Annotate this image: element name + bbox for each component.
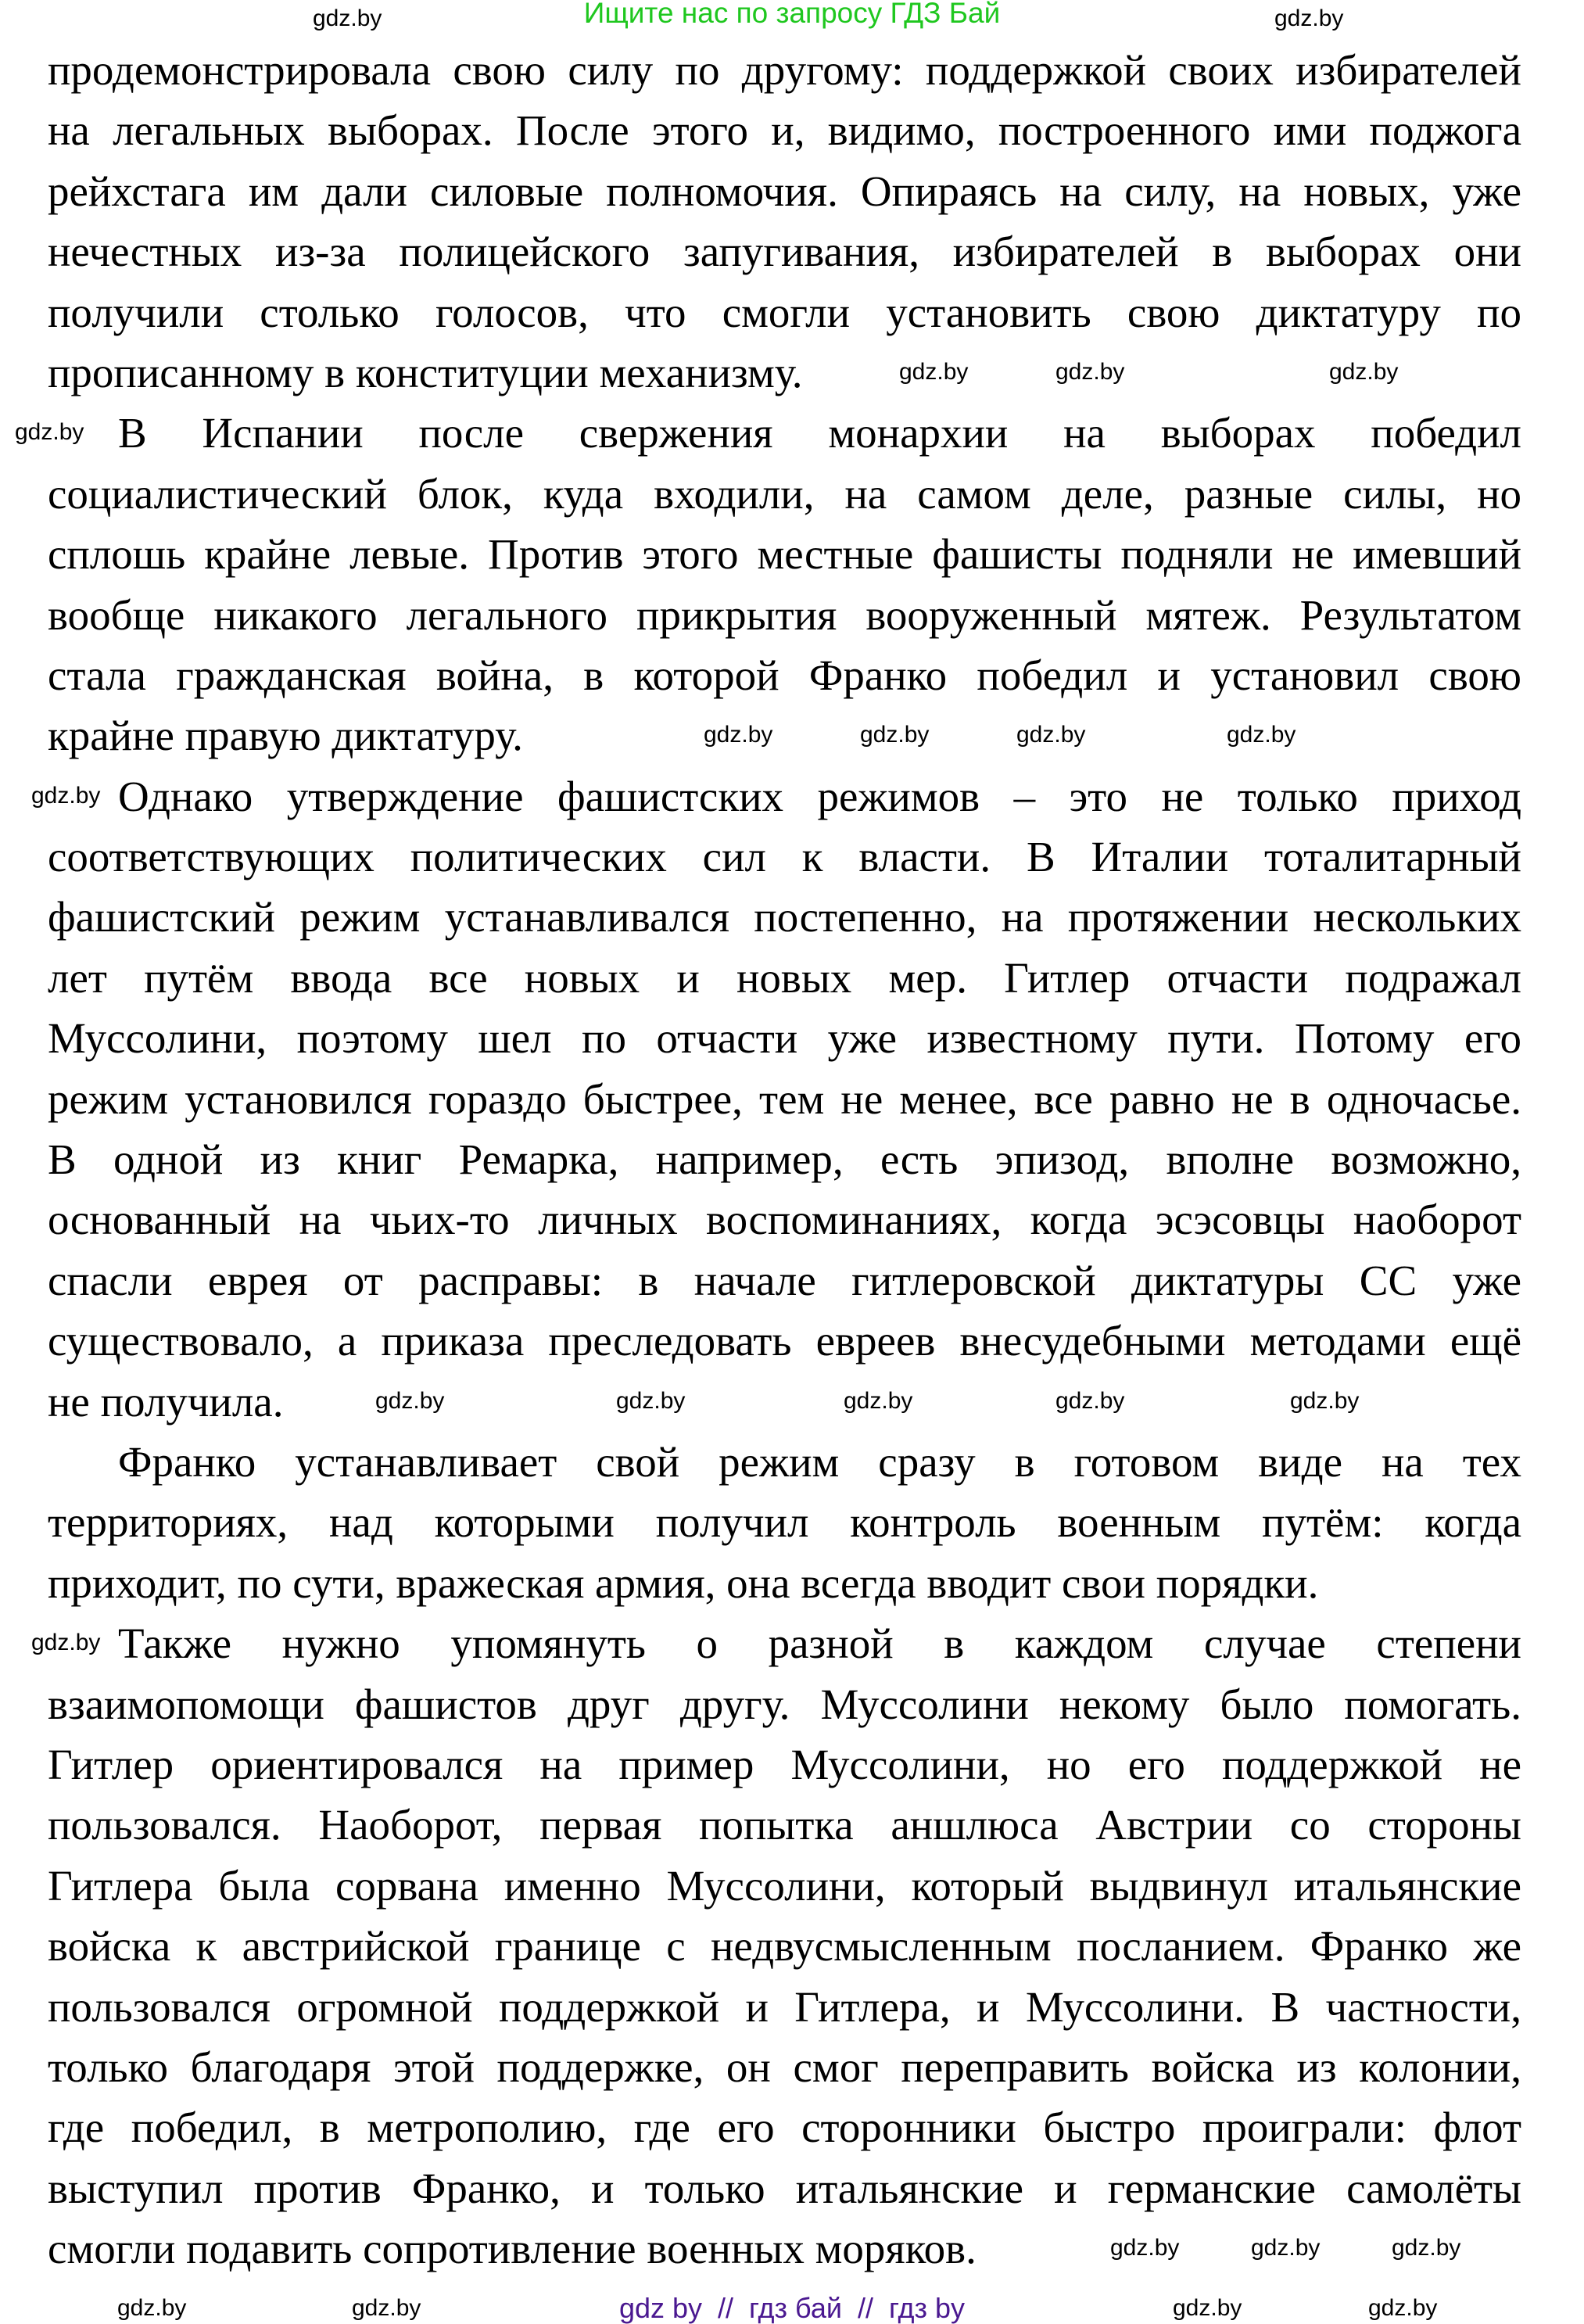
text-line: вообще никакого легального прикрытия вооруженный мятеж. Результатом	[48, 590, 1521, 639]
text-line: стала гражданская война, в которой Франко победил и установил свою	[48, 651, 1521, 699]
text-line: пользовался. Наоборот, первая попытка аншлюса Австрии со стороны	[48, 1801, 1521, 1849]
watermark: gdz.by	[1290, 1388, 1360, 1414]
watermark: gdz.by	[899, 359, 969, 385]
text-line: существовало, а приказа преследовать евреев внесудебными методами ещё	[48, 1317, 1521, 1365]
watermark: gdz.by	[15, 419, 84, 445]
watermark: gdz.by	[313, 5, 382, 31]
text-line: рейхстага им дали силовые полномочия. Опираясь на силу, на новых, уже	[48, 167, 1521, 215]
watermark: gdz.by	[1110, 2235, 1180, 2261]
text-line: режим установился гораздо быстрее, тем не менее, все равно не в одночасье.	[48, 1074, 1521, 1123]
text-line: Однако утверждение фашистских режимов – это не только приход	[118, 772, 1521, 820]
text-line: продемонстрировала свою силу по другому: поддержкой своих избирателей	[48, 46, 1521, 94]
text-line: Гитлера была сорвана именно Муссолини, который выдвинул итальянские	[48, 1861, 1521, 1910]
watermark: gdz.by	[1392, 2235, 1461, 2261]
watermark: gdz.by	[1173, 2295, 1242, 2321]
text-line: территориях, над которыми получил контроль военным путём: когда	[48, 1498, 1521, 1547]
text-line: на легальных выборах. После этого и, видимо, построенного ими поджога	[48, 106, 1521, 155]
text-line: нечестных из-за полицейского запугивания, избирателей в выборах они	[48, 228, 1521, 276]
text-line: Муссолини, поэтому шел по отчасти уже известному пути. Потому его	[48, 1014, 1521, 1063]
text-line: выступил против Франко, и только итальянские и германские самолёты	[48, 2164, 1521, 2212]
text-line: войска к австрийской границе с недвусмысленным посланием. Франко же	[48, 1922, 1521, 1971]
text-line: сплошь крайне левые. Против этого местные фашисты подняли не имевший	[48, 530, 1521, 579]
text-line: взаимопомощи фашистов друг другу. Муссолини некому было помогать.	[48, 1680, 1521, 1728]
text-line: крайне правую диктатуру.	[48, 712, 523, 760]
watermark: gdz.by	[352, 2295, 421, 2321]
watermark: gdz.by	[844, 1388, 913, 1414]
text-line: получили столько голосов, что смогли установить свою диктатуру по	[48, 288, 1521, 336]
watermark: gdz.by	[1368, 2295, 1438, 2321]
text-line: фашистский режим устанавливался постепенно, на протяжении нескольких	[48, 893, 1521, 941]
text-line: соответствующих политических сил к власти. В Италии тоталитарный	[48, 833, 1521, 881]
text-line: смогли подавить сопротивление военных моряков.	[48, 2225, 977, 2273]
watermark: gdz.by	[1274, 5, 1344, 31]
watermark: gdz.by	[31, 1630, 101, 1655]
text-line: не получила.	[48, 1377, 284, 1426]
text-line: В одной из книг Ремарка, например, есть эпизод, вполне возможно,	[48, 1135, 1521, 1184]
text-line: Гитлер ориентировался на пример Муссолини, но его поддержкой не	[48, 1740, 1521, 1788]
text-line: лет путём ввода все новых и новых мер. Гитлер отчасти подражал	[48, 953, 1521, 1002]
text-line: спасли еврея от расправы: в начале гитлеровской диктатуры СС уже	[48, 1256, 1521, 1304]
watermark: gdz.by	[31, 783, 101, 809]
text-line: только благодаря этой поддержке, он смог переправить войска из колонии,	[48, 2042, 1521, 2091]
footer-links: gdz by // гдз бай // гдз by	[618, 2292, 966, 2324]
text-line: Также нужно упомянуть о разной в каждом случае степени	[118, 1619, 1521, 1668]
watermark: gdz.by	[375, 1388, 445, 1414]
text-line: приходит, по сути, вражеская армия, она всегда вводит свои порядки.	[48, 1558, 1319, 1607]
watermark: gdz.by	[1016, 722, 1086, 748]
watermark: gdz.by	[117, 2295, 187, 2321]
watermark: gdz.by	[616, 1388, 686, 1414]
watermark: gdz.by	[1227, 722, 1296, 748]
text-line: прописанному в конституции механизму.	[48, 348, 803, 396]
text-line: Франко устанавливает свой режим сразу в готовом виде на тех	[118, 1437, 1521, 1486]
text-line: В Испании после свержения монархии на выборах победил	[118, 409, 1521, 457]
document-body	[48, 40, 1521, 2279]
watermark: gdz.by	[704, 722, 773, 748]
watermark: gdz.by	[1055, 1388, 1125, 1414]
watermark: gdz.by	[1251, 2235, 1321, 2261]
watermark: gdz.by	[1329, 359, 1399, 385]
watermark: gdz.by	[860, 722, 930, 748]
text-line: основанный на чьих-то личных воспоминаниях, когда эсэсовцы наоборот	[48, 1196, 1521, 1244]
text-line: пользовался огромной поддержкой и Гитлера, и Муссолини. В частности,	[48, 1982, 1521, 2031]
search-banner: Ищите нас по запросу ГДЗ Бай	[583, 0, 1001, 29]
watermark: gdz.by	[1055, 359, 1125, 385]
text-line: где победил, в метрополию, где его сторонники быстро проиграли: флот	[48, 2103, 1521, 2152]
text-line: социалистический блок, куда входили, на самом деле, разные силы, но	[48, 469, 1521, 518]
